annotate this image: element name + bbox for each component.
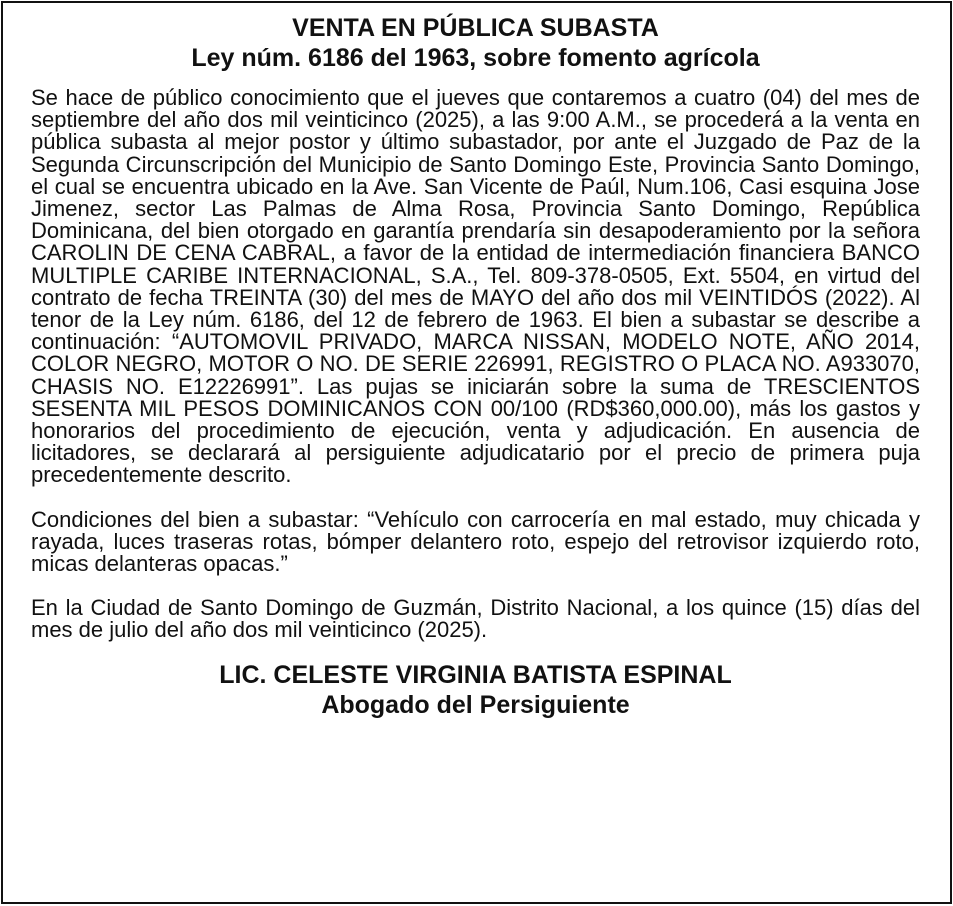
date-place-paragraph: En la Ciudad de Santo Domingo de Guzmán, Distrito Nacional, a los quince (15) días del mes de julio del año dos mil veinticinco (2025). <box>31 595 920 643</box>
notice-header <box>31 13 920 73</box>
conditions-paragraph: Condiciones del bien a subastar: “Vehículo con carrocería en mal estado, muy chicada y rayada, luces traseras rotas, bómper delantero roto, espejo del retrovisor izquierdo roto, micas delanteras opacas.” <box>31 506 920 577</box>
notice-title: VENTA EN PÚBLICA SUBASTA <box>292 14 659 42</box>
signer-name: LIC. CELESTE VIRGINIA BATISTA ESPINAL <box>219 660 732 689</box>
notice-subtitle: Ley núm. 6186 del 1963, sobre fomento agrícola <box>191 44 760 72</box>
auction-details-paragraph: Se hace de público conocimiento que el jueves que contaremos a cuatro (04) del mes de septiembre del año dos mil veinticinco (2025), a las 9:00 A.M., se procederá a la venta en pública subasta al mejor postor y último subastador, por ante el Juzgado de Paz de la Segunda Circunscripción del Municipio de Santo Domingo Este, Provincia Santo Domingo, el cual se encuentra ubicado en la Ave. San Vicente de Paúl, Num.106, Casi esquina Jose Jimenez, sector Las Palmas de Alma Rosa, Provincia Santo Domingo, República Dominicana, del bien otorgado en garantía prendaría sin desapoderamiento por la señora CAROLIN DE CENA CABRAL, a favor de la entidad de intermediación financiera BANCO MULTIPLE CARIBE INTERNACIONAL, S.A., Tel. 809-378-0505, Ext. 5504, en virtud del contrato de fecha TREINTA (30) del mes de MAYO del año dos mil VEINTIDÓS (2022). Al tenor de la Ley núm. 6186, del 12 de febrero de 1963. El bien a subastar se describe a continuación: “AUTOMOVIL PRIVADO, MARCA NISSAN, MODELO NOTE, AÑO 2014, COLOR NEGRO, MOTOR O NO. DE SERIE 226991, REGISTRO O PLACA NO. A933070, CHASIS NO. E12226991”. Las pujas se iniciarán sobre la suma de TRESCIENTOS SESENTA MIL PESOS DOMINICANOS CON 00/100 (RD$360,000.00), más los gastos y honorarios del procedimiento de ejecución, venta y adjudicación. En ausencia de licitadores, se declarará al persiguiente adjudicatario por el precio de primera puja precedentemente descrito. <box>31 85 920 488</box>
signer-role: Abogado del Persiguiente <box>321 690 630 719</box>
signature-block <box>31 660 920 720</box>
legal-notice <box>1 1 952 904</box>
